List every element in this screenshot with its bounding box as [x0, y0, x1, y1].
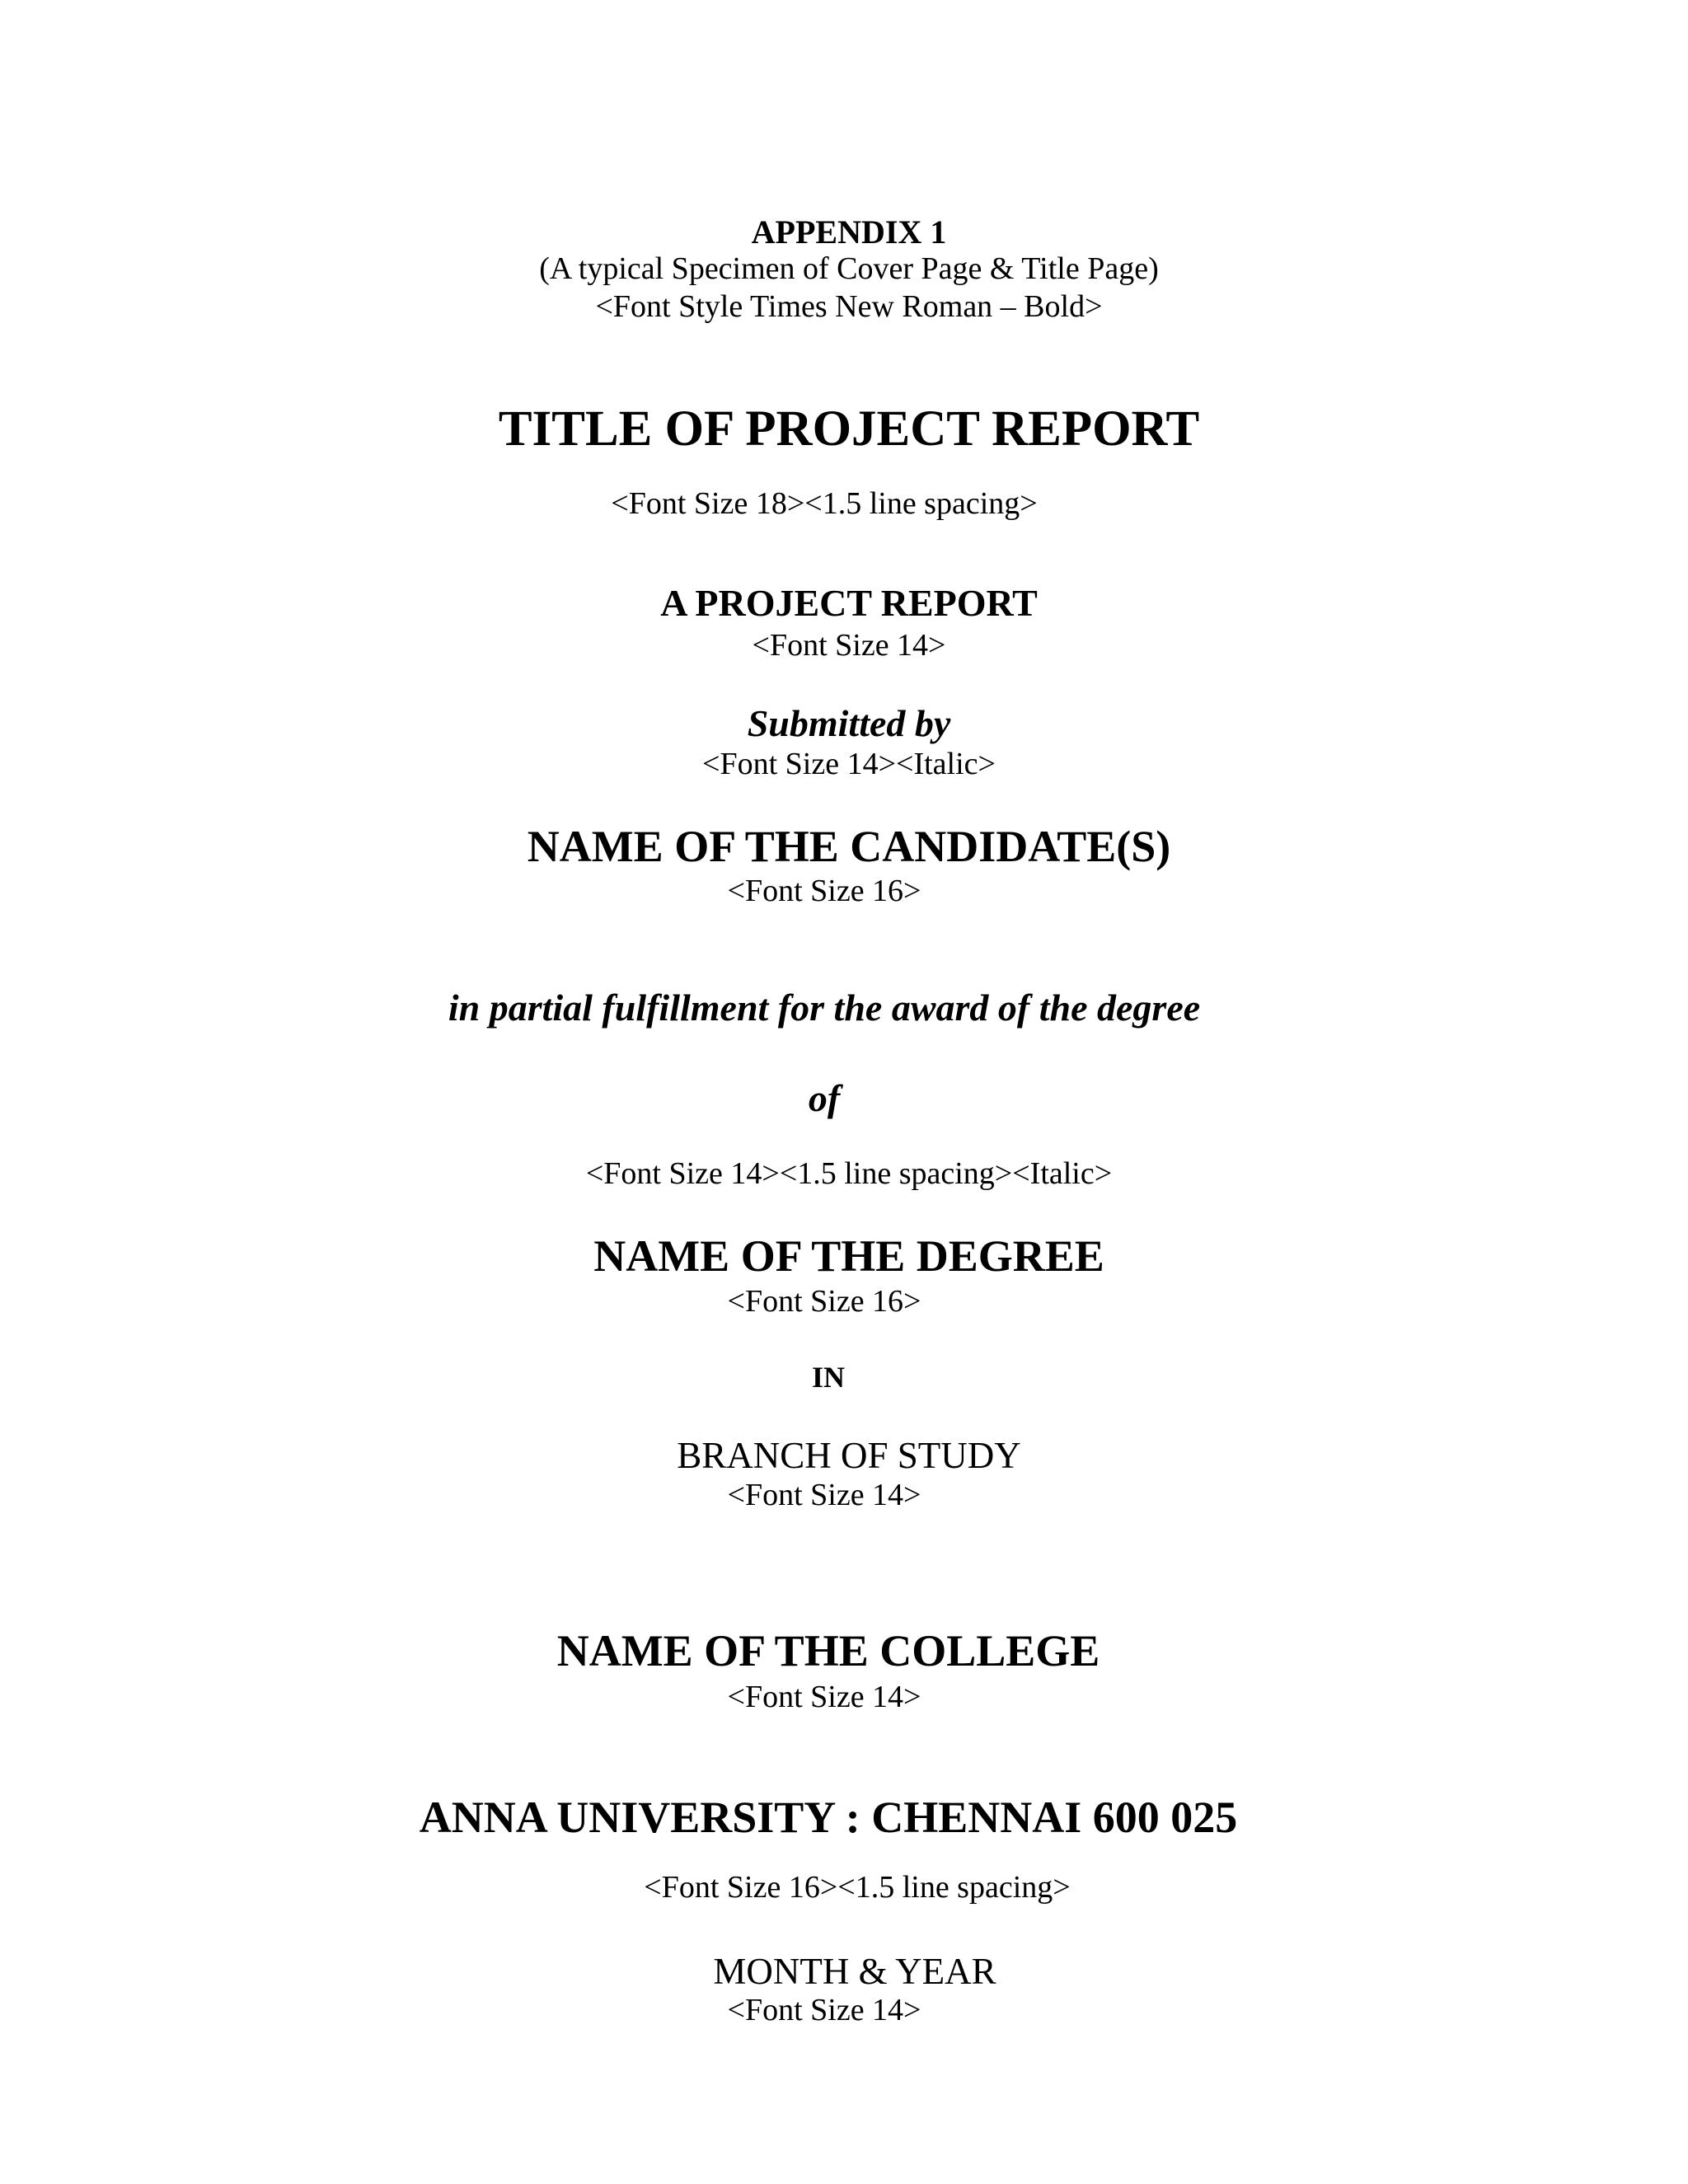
degree-name: NAME OF THE DEGREE [593, 1231, 1104, 1281]
candidate-font-note: <Font Size 16> [727, 874, 921, 908]
branch-of-study: BRANCH OF STUDY [677, 1435, 1021, 1476]
university-font-note: <Font Size 16><1.5 line spacing> [644, 1870, 1071, 1905]
branch-font-note: <Font Size 14> [727, 1478, 921, 1512]
degree-font-note: <Font Size 16> [727, 1284, 921, 1319]
appendix-label: APPENDIX 1 [751, 213, 947, 251]
in-label: IN [811, 1361, 846, 1394]
candidate-name: NAME OF THE CANDIDATE(S) [527, 822, 1171, 871]
college-font-note: <Font Size 14> [727, 1680, 921, 1714]
month-year-font-note: <Font Size 14> [727, 1993, 921, 2027]
fulfillment-font-note: <Font Size 14><1.5 line spacing><Italic> [585, 1156, 1113, 1191]
report-label: A PROJECT REPORT [660, 582, 1038, 624]
title-font-note: <Font Size 18><1.5 line spacing> [611, 486, 1038, 521]
report-font-note: <Font Size 14> [752, 628, 946, 663]
specimen-note: (A typical Specimen of Cover Page & Title Page) [539, 251, 1159, 286]
project-title: TITLE OF PROJECT REPORT [498, 401, 1200, 457]
of-label: of [808, 1077, 841, 1119]
month-year: MONTH & YEAR [713, 1951, 996, 1992]
college-name: NAME OF THE COLLEGE [556, 1626, 1100, 1675]
partial-fulfillment-text: in partial fulfillment for the award of the degree [448, 987, 1201, 1029]
submitted-by-label: Submitted by [747, 702, 951, 744]
submitted-font-note: <Font Size 14><Italic> [702, 747, 996, 781]
font-style-note: <Font Style Times New Roman – Bold> [595, 289, 1103, 324]
university-name: ANNA UNIVERSITY : CHENNAI 600 025 [419, 1793, 1238, 1842]
